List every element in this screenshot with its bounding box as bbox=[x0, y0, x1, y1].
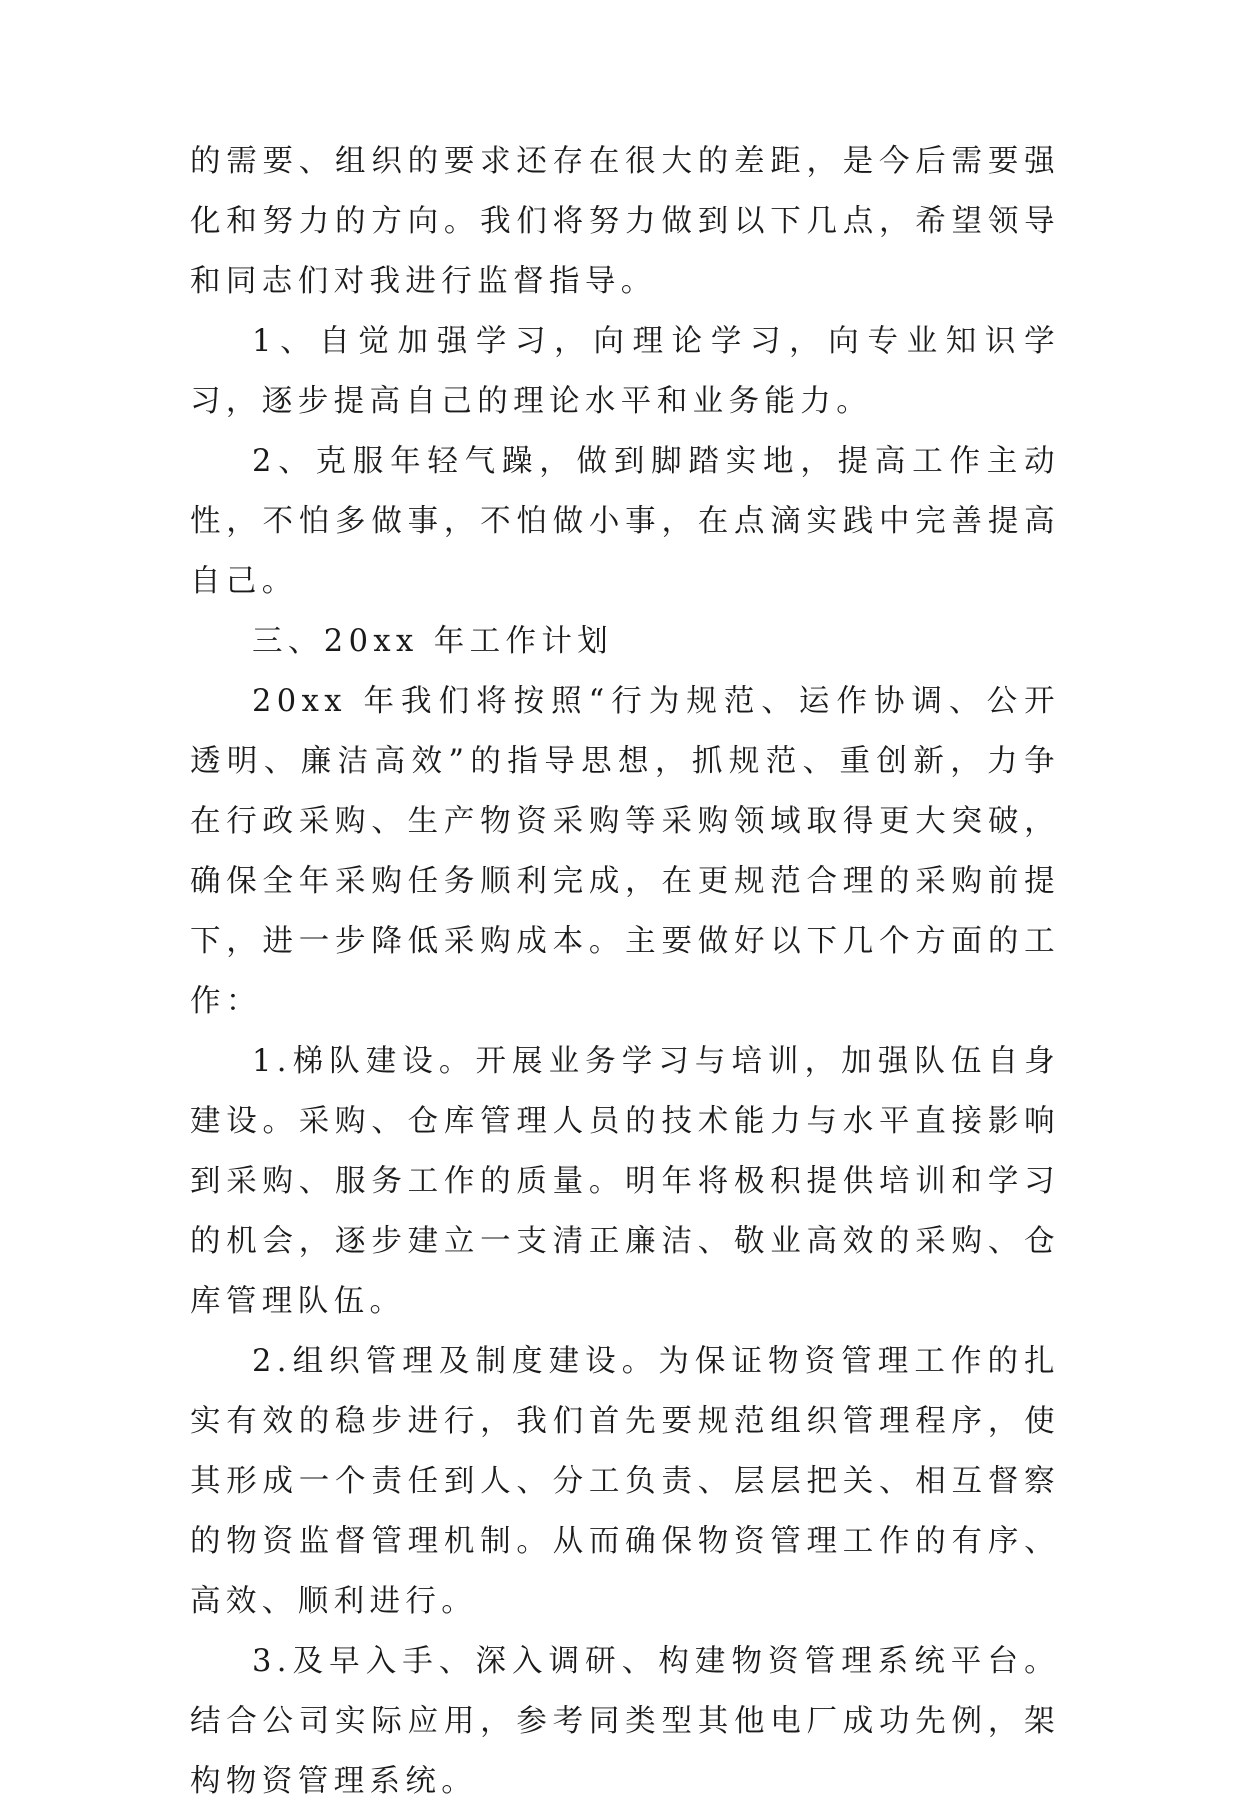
paragraph-plan-item-3: 3.及早入手、深入调研、构建物资管理系统平台。结合公司实际应用，参考同类型其他电厂成功先例，架构物资管理系统。 bbox=[190, 1644, 1060, 1799]
paragraph-continuation: 的需要、组织的要求还存在很大的差距，是今后需要强化和努力的方向。我们将努力做到以下几点，希望领导和同志们对我进行监督指导。 bbox=[190, 144, 1060, 299]
section-heading-work-plan: 三、20xx 年工作计划 bbox=[252, 624, 614, 659]
paragraph-plan-intro: 20xx 年我们将按照“行为规范、运作协调、公开透明、廉洁高效”的指导思想，抓规范、重创新，力争在行政采购、生产物资采购等采购领域取得更大突破，确保全年采购任务顺利完成，在更规范合理的采购前提下，进一步降低采购成本。主要做好以下几个方面的工作： bbox=[190, 684, 1060, 1019]
paragraph-point-1: 1、自觉加强学习，向理论学习，向专业知识学习，逐步提高自己的理论水平和业务能力。 bbox=[190, 324, 1060, 419]
paragraph-plan-item-2: 2.组织管理及制度建设。为保证物资管理工作的扎实有效的稳步进行，我们首先要规范组织管理程序，使其形成一个责任到人、分工负责、层层把关、相互督察的物资监督管理机制。从而确保物资管理工作的有序、高效、顺利进行。 bbox=[190, 1344, 1060, 1619]
paragraph-plan-item-1: 1.梯队建设。开展业务学习与培训，加强队伍自身建设。采购、仓库管理人员的技术能力与水平直接影响到采购、服务工作的质量。明年将极积提供培训和学习的机会，逐步建立一支清正廉洁、敬业高效的采购、仓库管理队伍。 bbox=[190, 1044, 1060, 1319]
paragraph-point-2: 2、克服年轻气躁，做到脚踏实地，提高工作主动性，不怕多做事，不怕做小事，在点滴实践中完善提高自己。 bbox=[190, 444, 1060, 599]
document-page bbox=[190, 132, 1060, 1812]
